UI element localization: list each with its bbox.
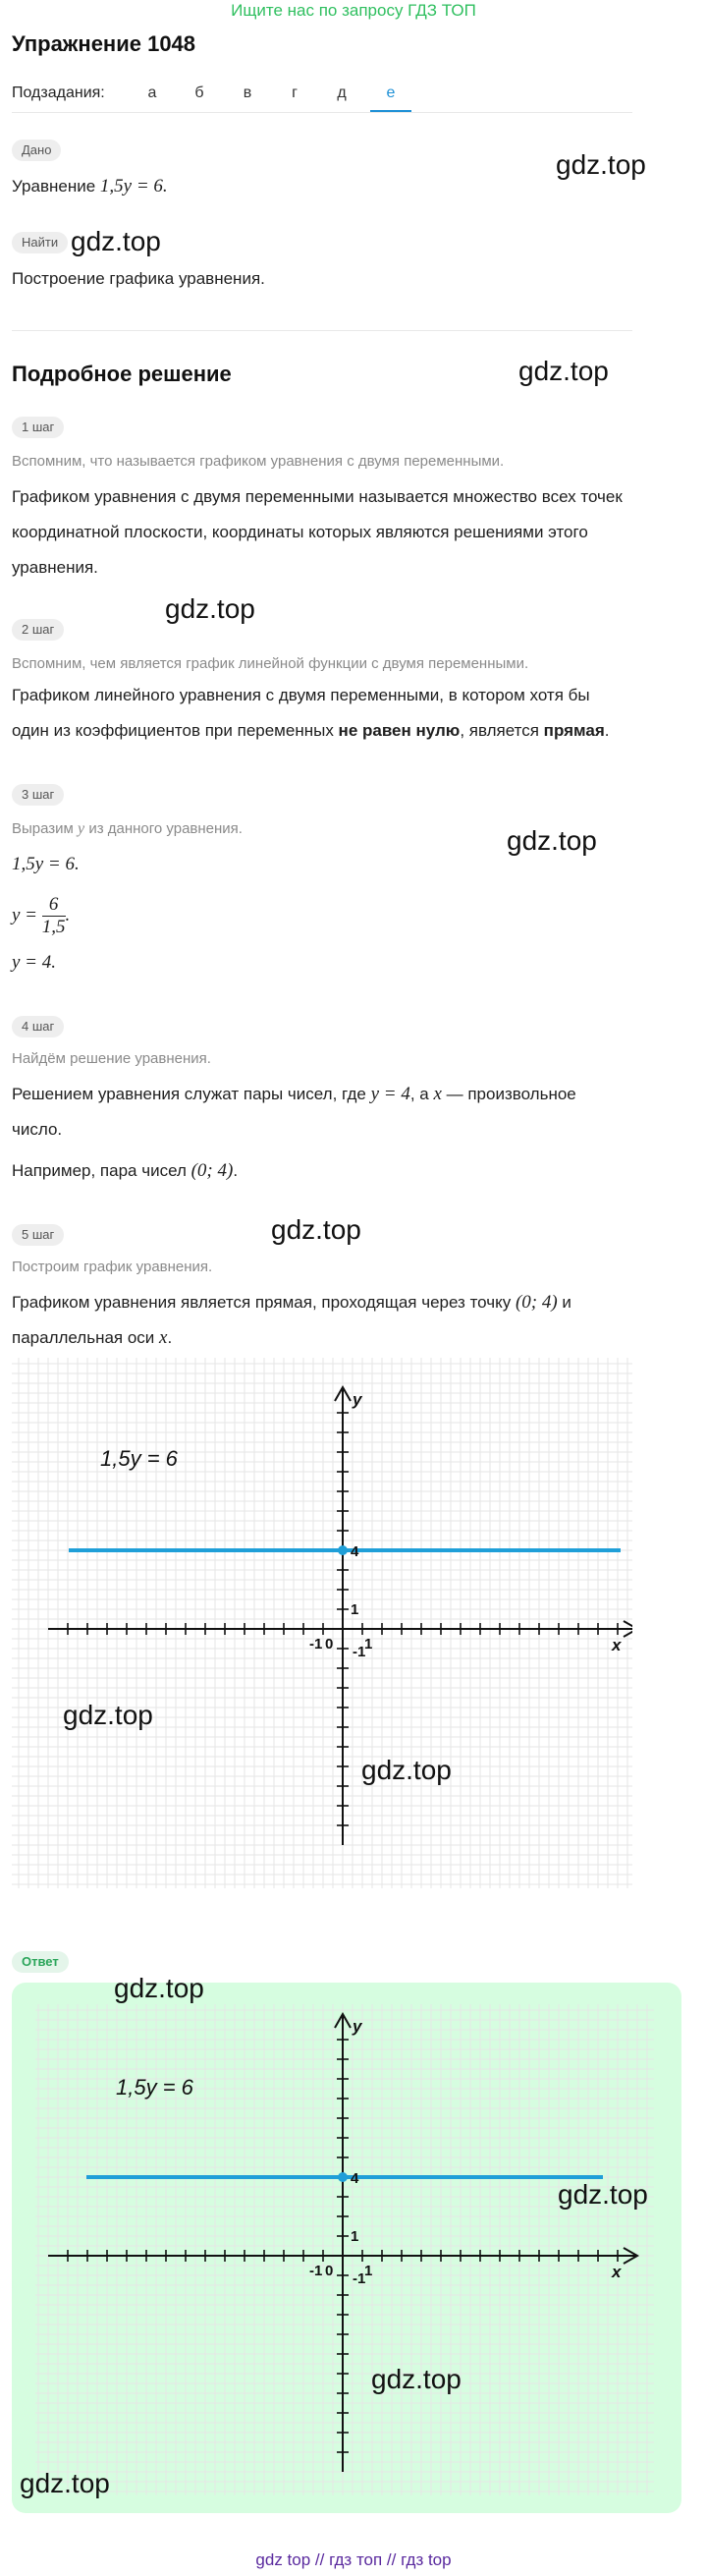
step-3-eq2 <box>12 886 640 945</box>
math-eq: (0; 4) <box>190 1160 234 1181</box>
origin-label: 0 <box>325 1636 334 1652</box>
step-2-pill: 2 шаг <box>12 619 64 641</box>
math-var: x <box>159 1327 168 1348</box>
answer-pill: Ответ <box>12 1951 69 1973</box>
fraction <box>42 894 66 938</box>
text-span: . <box>167 1328 173 1347</box>
origin-label: 0 <box>325 2263 334 2279</box>
subtask-tab-d[interactable]: д <box>337 84 347 101</box>
watermark: gdz.top <box>361 1755 452 1785</box>
subtask-tab-a[interactable]: а <box>147 84 157 101</box>
math-var: y <box>78 820 85 837</box>
line-equation-label: 1,5y = 6 <box>100 1446 178 1471</box>
divider <box>12 330 632 331</box>
subtask-tab-e[interactable]: е <box>386 84 396 101</box>
y-axis-label: y <box>353 1390 362 1409</box>
step-2-line <box>12 713 640 749</box>
find-pill: Найти <box>12 232 68 253</box>
text-span: из данного уравнения. <box>84 820 243 837</box>
fraction-numerator: 6 <box>42 894 66 917</box>
intersection-point <box>338 2172 348 2182</box>
math-eq: 1,5y = 6. <box>12 854 80 874</box>
intersection-point <box>338 1545 348 1555</box>
step-1-line: Графиком уравнения с двумя переменными называется множество всех точек <box>12 487 623 506</box>
math-var: x <box>433 1084 442 1104</box>
text-span: , является <box>460 721 544 740</box>
math-eq: (0; 4) <box>515 1292 558 1313</box>
y-point-label: 4 <box>351 2170 359 2187</box>
watermark: gdz.top <box>63 1700 153 1730</box>
step-3-pill: 3 шаг <box>12 784 64 806</box>
text-span: Выразим <box>12 820 79 837</box>
y-point-label: 4 <box>351 1543 359 1560</box>
text-span: . <box>604 721 610 740</box>
x-tick-label: 1 <box>364 1636 373 1652</box>
y-tick-label: -1 <box>353 1644 366 1660</box>
step-3-eq3 <box>12 945 640 980</box>
x-tick-label: 1 <box>364 2263 373 2279</box>
given-pill: Дано <box>12 140 61 161</box>
watermark: gdz.top <box>271 1214 361 1245</box>
given-equation: 1,5y = 6. <box>99 176 168 196</box>
bold-text: прямая <box>543 721 605 740</box>
step-5-pill: 5 шаг <box>12 1224 64 1246</box>
step-4-line <box>12 1077 640 1112</box>
text-span: Графиком уравнения является прямая, проходящая через точку <box>12 1293 516 1312</box>
text-span: Например, пара чисел <box>12 1161 191 1180</box>
watermark: gdz.top <box>114 1973 204 2003</box>
step-1-hint: Вспомним, что называется графиком уравнения с двумя переменными. <box>12 453 505 470</box>
step-1-pill: 1 шаг <box>12 417 64 438</box>
y-axis-label: y <box>353 2017 362 2036</box>
step-2-line: Графиком линейного уравнения с двумя переменными, в котором хотя бы <box>12 686 590 704</box>
text-span: параллельная оси <box>12 1328 160 1347</box>
step-4-line: число. <box>12 1120 63 1139</box>
text-span: и <box>557 1293 571 1312</box>
step-4-hint: Найдём решение уравнения. <box>12 1050 211 1067</box>
fraction-denominator: 1,5 <box>41 917 66 938</box>
y-tick-label: 1 <box>351 1601 359 1618</box>
subtasks-label: Подзадания: <box>12 84 105 101</box>
footer-links[interactable]: gdz top // гдз топ // гдз top <box>255 2550 452 2569</box>
solution-title: Подробное решение <box>12 362 232 386</box>
text-span: Решением уравнения служат пары чисел, где <box>12 1085 371 1103</box>
math-eq: . <box>65 905 71 925</box>
bold-text: не равен нулю <box>338 721 461 740</box>
x-tick-label: -1 <box>309 2263 323 2279</box>
watermark: gdz.top <box>71 226 161 256</box>
answer-graph <box>35 2004 654 2495</box>
step-5-line <box>12 1285 640 1320</box>
text-span: — произвольное <box>441 1085 576 1103</box>
watermark: gdz.top <box>507 825 597 856</box>
x-tick-label: -1 <box>309 1636 323 1652</box>
find-text: Построение графика уравнения. <box>12 269 265 288</box>
page-title: Упражнение 1048 <box>12 31 196 56</box>
line-equation-label: 1,5y = 6 <box>116 2075 193 2100</box>
watermark: gdz.top <box>556 149 646 180</box>
y-tick-label: 1 <box>351 2228 359 2245</box>
step-5-line <box>12 1320 640 1356</box>
subtask-tab-g[interactable]: г <box>292 84 298 101</box>
divider <box>12 112 632 113</box>
step-1-line: уравнения. <box>12 558 98 577</box>
text-span: . <box>233 1161 239 1180</box>
watermark: gdz.top <box>165 593 255 624</box>
step-2-hint: Вспомним, чем является график линейной функции с двумя переменными. <box>12 655 529 672</box>
y-tick-label: -1 <box>353 2270 366 2287</box>
watermark: gdz.top <box>518 356 609 386</box>
given-text <box>12 169 640 204</box>
watermark: gdz.top <box>20 2468 110 2498</box>
step-4-pill: 4 шаг <box>12 1016 64 1037</box>
subtask-tab-v[interactable]: в <box>243 84 252 101</box>
text-span: , а <box>409 1085 434 1103</box>
math-eq: y = 4. <box>12 952 57 973</box>
given-prefix: Уравнение <box>12 177 100 196</box>
watermark: gdz.top <box>558 2179 648 2210</box>
subtask-tab-b[interactable]: б <box>194 84 204 101</box>
step-1-line: координатной плоскости, координаты которых являются решениями этого <box>12 523 588 541</box>
search-banner[interactable]: Ищите нас по запросу ГДЗ ТОП <box>231 1 476 20</box>
solution-graph <box>12 1358 632 1888</box>
text-span: один из коэффициентов при переменных <box>12 721 339 740</box>
math-eq: y = <box>12 905 38 925</box>
x-axis-label: x <box>612 2263 622 2281</box>
step-5-hint: Построим график уравнения. <box>12 1259 213 1275</box>
watermark: gdz.top <box>371 2364 462 2394</box>
math-eq: y = 4 <box>370 1084 410 1104</box>
step-4-line <box>12 1153 640 1189</box>
x-axis-label: x <box>612 1636 622 1654</box>
